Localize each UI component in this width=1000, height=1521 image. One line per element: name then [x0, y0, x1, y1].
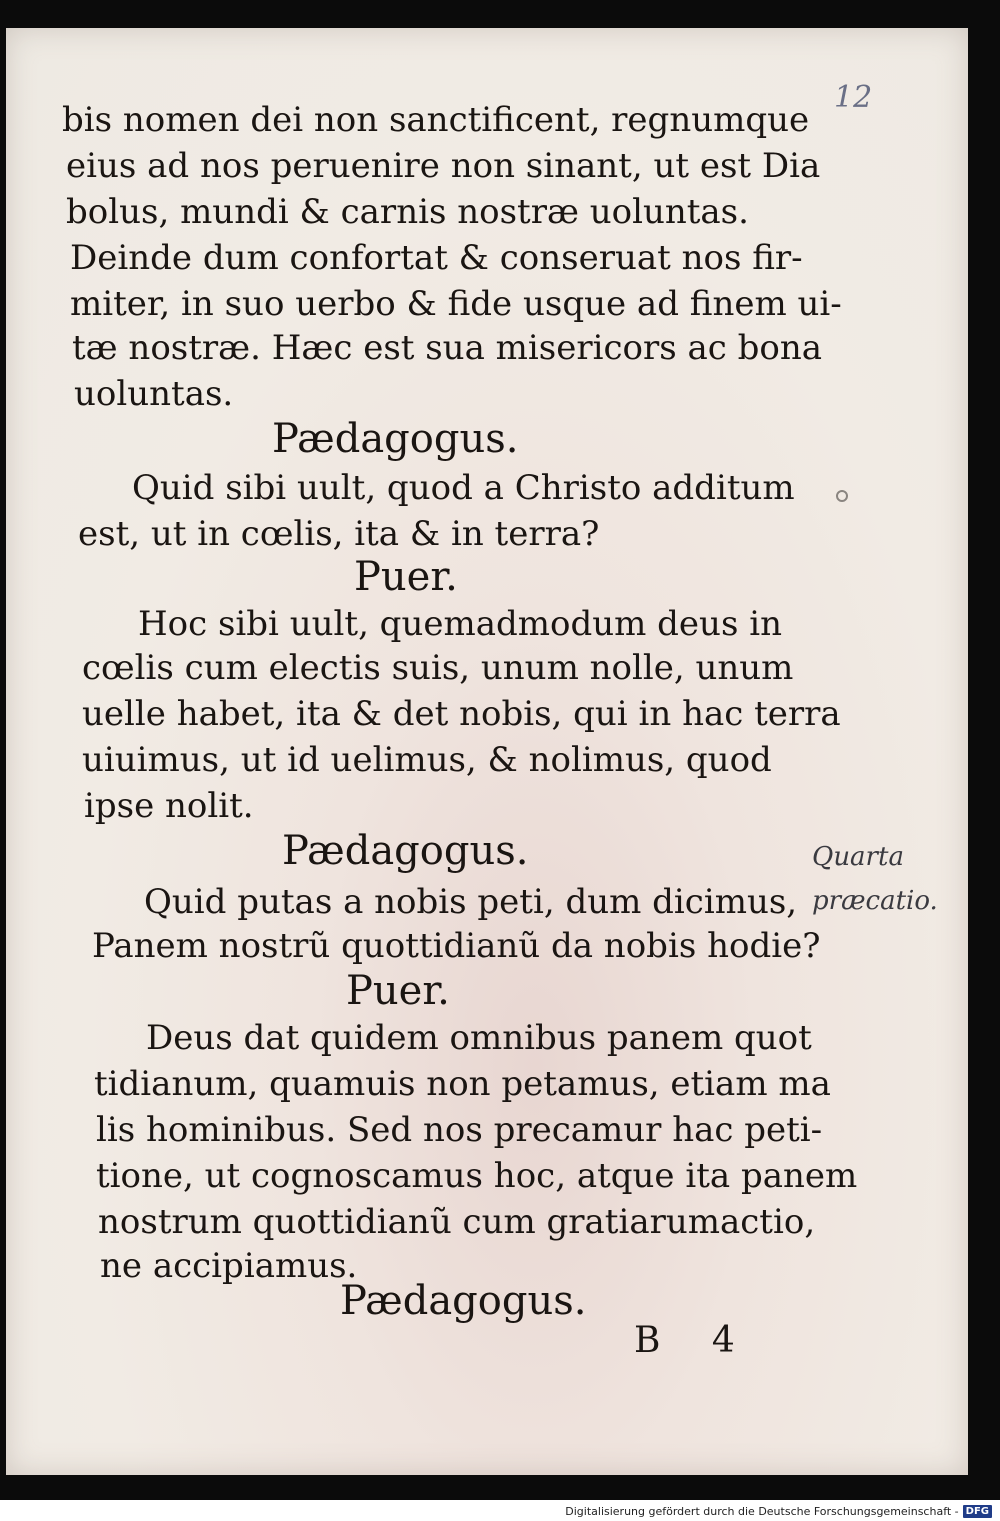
margin-note-line: Quarta	[812, 842, 904, 872]
footer-credit	[565, 1502, 992, 1520]
text-line: lis hominibus. Sed nos precamur hac peti-	[96, 1110, 823, 1150]
text-line: bis nomen dei non sanctificent, regnumque	[62, 100, 810, 140]
text-line: eius ad nos peruenire non sinant, ut est Dia	[66, 146, 821, 186]
speaker-heading: Pædagogus.	[282, 828, 529, 874]
text-line: ipse nolit.	[84, 786, 254, 826]
signature-mark: B 4	[634, 1320, 755, 1361]
dfg-logo-icon: DFG	[963, 1505, 992, 1518]
text-line: ne accipiamus.	[100, 1246, 358, 1286]
text-line: Quid putas a nobis peti, dum dicimus,	[144, 882, 798, 922]
text-line: Deinde dum confortat & conseruat nos fir-	[70, 238, 803, 278]
text-line: uiuimus, ut id uelimus, & nolimus, quod	[82, 740, 772, 780]
ink-spot	[836, 490, 848, 502]
speaker-heading: Puer.	[346, 968, 450, 1014]
text-line: Deus dat quidem omnibus panem quot	[146, 1018, 812, 1058]
speaker-heading: Pædagogus.	[340, 1278, 587, 1324]
text-line: Panem nostrũ quottidianũ da nobis hodie?	[92, 926, 821, 966]
speaker-heading: Puer.	[354, 554, 458, 600]
text-line: tidianum, quamuis non petamus, etiam ma	[94, 1064, 831, 1104]
text-line: miter, in suo uerbo & fide usque ad finem ui-	[70, 284, 842, 324]
text-line: est, ut in cœlis, ita & in terra?	[78, 514, 600, 554]
text-line: nostrum quottidianũ cum gratiarumactio,	[98, 1202, 816, 1242]
folio-number: 12	[834, 80, 873, 115]
text-line: bolus, mundi & carnis nostræ uoluntas.	[66, 192, 749, 232]
margin-note-line: præcatio.	[812, 886, 938, 916]
text-line: tione, ut cognoscamus hoc, atque ita panem	[96, 1156, 858, 1196]
text-line: cœlis cum electis suis, unum nolle, unum	[82, 648, 794, 688]
footer-text: Digitalisierung gefördert durch die Deutsche Forschungsgemeinschaft -	[565, 1504, 959, 1518]
text-line: tæ nostræ. Hæc est sua misericors ac bona	[72, 328, 823, 368]
text-line: uoluntas.	[74, 374, 234, 414]
speaker-heading: Pædagogus.	[272, 416, 519, 462]
book-page	[6, 28, 968, 1475]
text-line: Quid sibi uult, quod a Christo additum	[132, 468, 795, 508]
text-line: Hoc sibi uult, quemadmodum deus in	[138, 604, 782, 644]
text-line: uelle habet, ita & det nobis, qui in hac terra	[82, 694, 841, 734]
